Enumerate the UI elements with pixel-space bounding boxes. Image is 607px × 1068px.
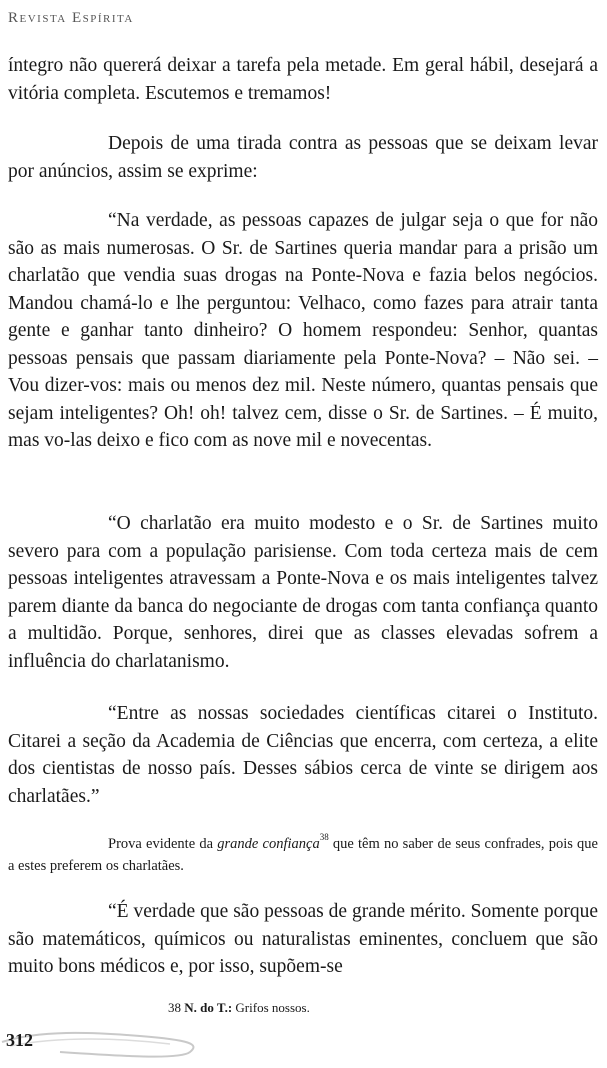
footnote-label: N. do T.: bbox=[184, 1000, 233, 1015]
body-paragraph-2: Depois de uma tirada contra as pessoas que se deixam levar por anúncios, assim se exprime: bbox=[8, 133, 598, 182]
quote-paragraph-4: “É verdade que são pessoas de grande mérito. Somente porque são matemáticos, químicos ou naturalistas eminentes, concluem que são muito bons médicos e, por isso, supõem-se bbox=[8, 901, 598, 977]
quote-paragraph-2: “O charlatão era muito modesto e o Sr. de Sartines muito severo para com a população parisiense. Com toda certeza mais de cem pessoas inteligentes atravessam a Ponte-Nova e os mais inteligentes talvez parem diante da banca do negociante de drogas com tanta confiança quanto a multidão. Porque, senhores, direi que as classes elevadas sofrem a influência do charlatanismo. bbox=[8, 513, 598, 672]
footnote-number: 38 bbox=[168, 1000, 185, 1015]
running-head: Revista Espírita bbox=[8, 10, 134, 26]
footnote-text: Grifos nossos. bbox=[232, 1000, 310, 1015]
note-text-before: Prova evidente da bbox=[108, 836, 218, 852]
page-number: 312 bbox=[6, 1030, 33, 1050]
quote-paragraph-3: “Entre as nossas sociedades científicas citarei o Instituto. Citarei a seção da Academia de Ciências que encerra, com certeza, a elite dos cientistas de nosso país. Desses sábios cerca de vinte se dirigem aos charlatães.” bbox=[8, 703, 598, 807]
body-paragraph-1: íntegro não quererá deixar a tarefa pela metade. Em geral hábil, desejará a vitória completa. Escutemos e tremamos! bbox=[8, 55, 598, 104]
footnote-reference[interactable]: 38 bbox=[319, 832, 329, 842]
note-emphasis: grande confiança$^{38}$ bbox=[217, 832, 329, 852]
quote-paragraph-1: “Na verdade, as pessoas capazes de julgar seja o que for não são as mais numerosas. O Sr. de Sartines queria mandar para a prisão um charlatão que vendia suas drogas na Ponte-Nova e fazia belos negócios. Mandou chamá-lo e lhe perguntou: Velhaco, como fazes para atrair tanta gente e ganhar tanto dinheiro? O homem respondeu: Senhor, quantas pessoas pensais que passam diariamente pela Ponte-Nova? – Não sei. – Vou dizer-vos: mais ou menos dez mil. Neste número, quantas pensais que sejam inteligentes? Oh! oh! talvez cem, disse o Sr. de Sartines. – É muito, mas vo-las deixo e fico com as nove mil e novecentas. bbox=[8, 210, 598, 451]
footnote bbox=[168, 1000, 310, 1016]
note-text-after: que têm no saber de seus confrades, pois que a estes preferem os charlatães. bbox=[8, 836, 598, 874]
editorial-note bbox=[8, 826, 598, 877]
